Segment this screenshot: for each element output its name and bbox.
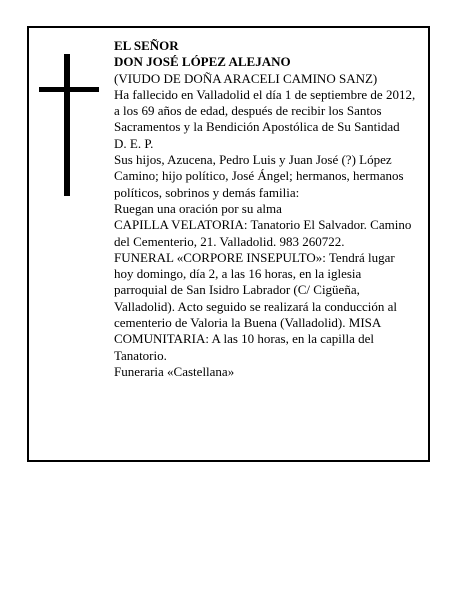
funeral-line: FUNERAL «CORPORE INSEPULTO»: Tendrá lugar hoy domingo, día 2, a las 16 horas, en la iglesia parroquial de San Isidro Labrador (C/ Cigüeña, Valladolid). Acto seguido se realizará la conducción al cementerio de Valoria la Buena (Valladolid). MISA COMUNITARIA: A las 10 horas, en la capilla del Tanatorio. [114, 249, 398, 363]
cross-icon [39, 54, 99, 196]
prayer-line: Ruegan una oración por su alma [114, 200, 282, 216]
funeral-home-line: Funeraria «Castellana» [114, 363, 235, 379]
rip-line: D. E. P. [114, 135, 154, 151]
cross-horizontal-bar [39, 87, 99, 92]
death-notice: Ha fallecido en Valladolid el día 1 de septiembre de 2012, a los 69 años de edad, después de recibir los Santos Sacramentos y la Bendición Apostólica de Su Santidad [114, 86, 416, 135]
cross-vertical-bar [64, 54, 70, 196]
deceased-name: DON JOSÉ LÓPEZ ALEJANO [114, 54, 291, 70]
widower-line: (VIUDO DE DOÑA ARACELI CAMINO SANZ) [114, 70, 378, 86]
obituary-text [114, 38, 416, 380]
family-line: Sus hijos, Azucena, Pedro Luis y Juan José (?) López Camino; hijo político, José Ángel; hermanos, hermanos políticos, sobrinos y demás familia: [114, 152, 404, 200]
chapel-line: CAPILLA VELATORIA: Tanatorio El Salvador. Camino del Cementerio, 21. Valladolid. 983 260722. [114, 217, 412, 249]
title-line-1: EL SEÑOR [114, 38, 179, 53]
